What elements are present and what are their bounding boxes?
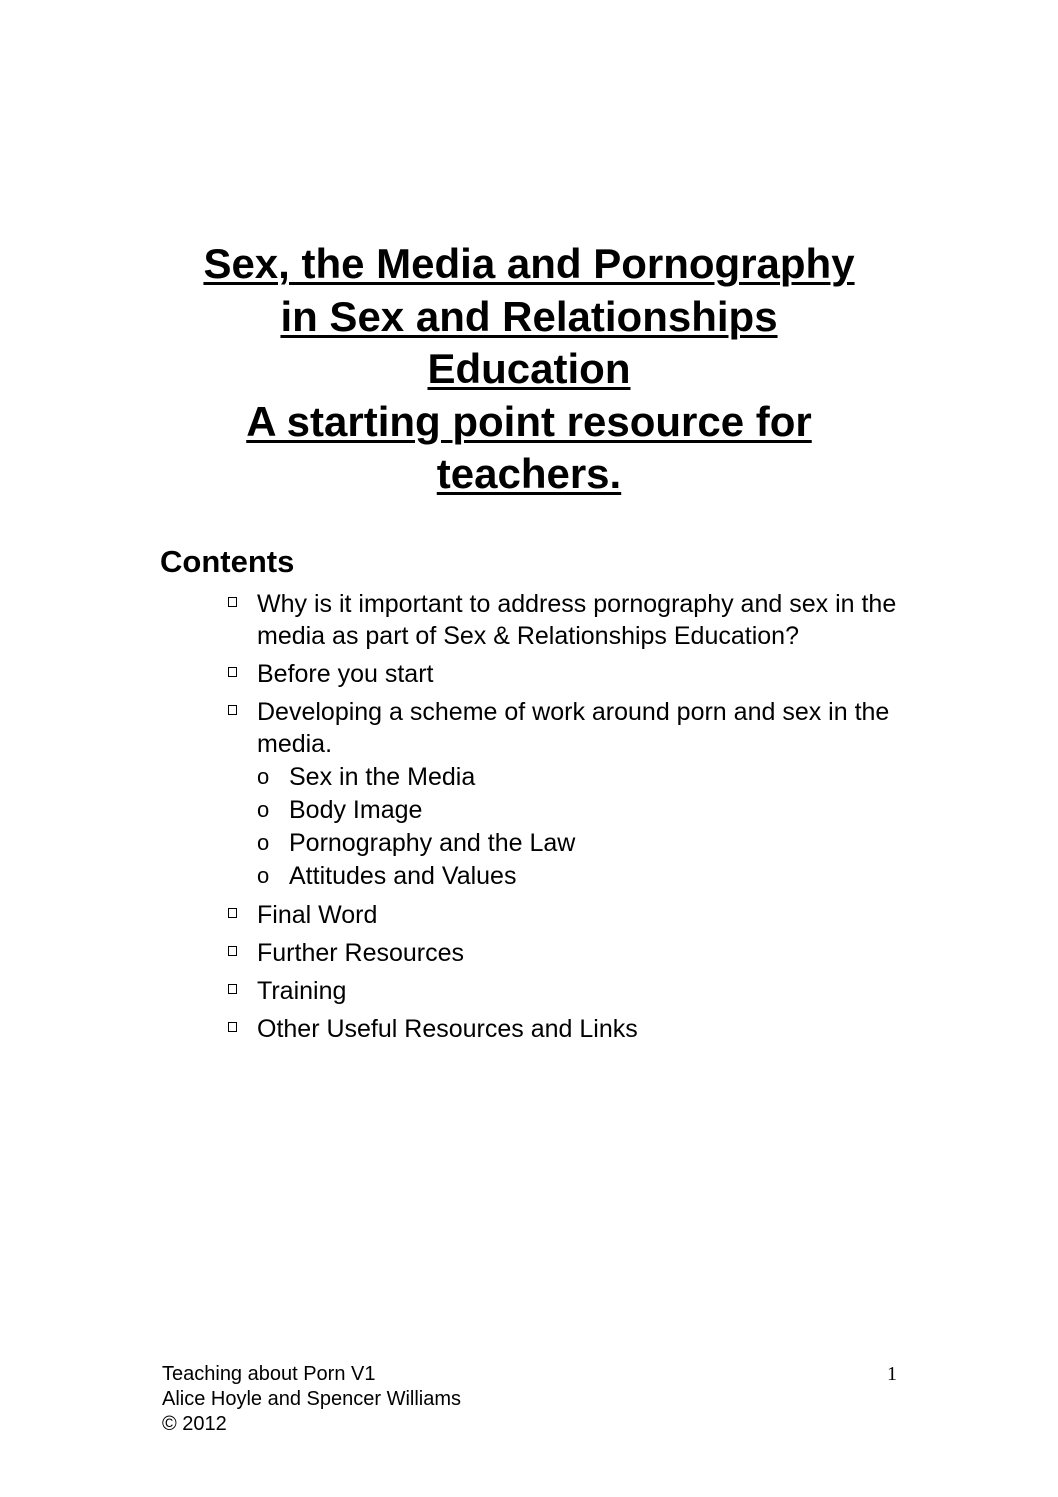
square-bullet-icon [228, 984, 237, 994]
toc-item [225, 1013, 925, 1045]
page-number: 1 [887, 1363, 897, 1385]
toc-item-label: Why is it important to address pornography and sex in the media as part of Sex & Relationships Education? [257, 590, 897, 650]
toc-item-label: Before you start [257, 660, 434, 688]
contents-heading: Contents [160, 544, 295, 579]
toc-subitem-label: Body Image [289, 796, 423, 824]
footer-document-version: Teaching about Porn V1 [162, 1363, 376, 1385]
toc-item-label: Final Word [257, 901, 378, 929]
square-bullet-icon [228, 946, 237, 956]
toc-item [225, 899, 925, 931]
square-bullet-icon [228, 597, 237, 607]
toc-item-label: Further Resources [257, 939, 465, 967]
circle-bullet-icon: o [257, 863, 270, 888]
document-title [0, 238, 1058, 501]
title-line: Sex, the Media and Pornography [203, 240, 855, 287]
toc-subitem [257, 860, 925, 893]
circle-bullet-icon: o [257, 830, 270, 855]
footer-copyright: © 2012 [162, 1413, 227, 1435]
toc-item-label: Developing a scheme of work around porn and sex in the media. [257, 698, 890, 758]
title-line: A starting point resource for [246, 397, 812, 445]
title-line: teachers. [436, 450, 622, 497]
toc-item [225, 975, 925, 1007]
title-line: in Sex and Relationships [280, 292, 778, 340]
toc-subitem-label: Sex in the Media [289, 763, 476, 791]
square-bullet-icon [228, 667, 237, 677]
circle-bullet-icon: o [257, 797, 270, 822]
table-of-contents [225, 588, 925, 1051]
toc-sublist [257, 761, 925, 893]
toc-subitem-label: Pornography and the Law [289, 829, 576, 857]
toc-subitem-label: Attitudes and Values [289, 862, 517, 890]
square-bullet-icon [228, 908, 237, 918]
toc-item [225, 588, 925, 652]
title-line: Education [427, 345, 631, 392]
toc-item-label: Other Useful Resources and Links [257, 1015, 638, 1043]
footer-authors: Alice Hoyle and Spencer Williams [162, 1388, 462, 1410]
toc-item-label: Training [257, 977, 347, 1005]
toc-item [225, 937, 925, 969]
toc-item [225, 696, 925, 893]
toc-subitem [257, 761, 925, 794]
toc-item [225, 658, 925, 690]
page-footer [162, 1362, 461, 1437]
toc-subitem [257, 827, 925, 860]
toc-subitem [257, 794, 925, 827]
square-bullet-icon [228, 1022, 237, 1032]
square-bullet-icon [228, 705, 237, 715]
circle-bullet-icon: o [257, 764, 270, 789]
